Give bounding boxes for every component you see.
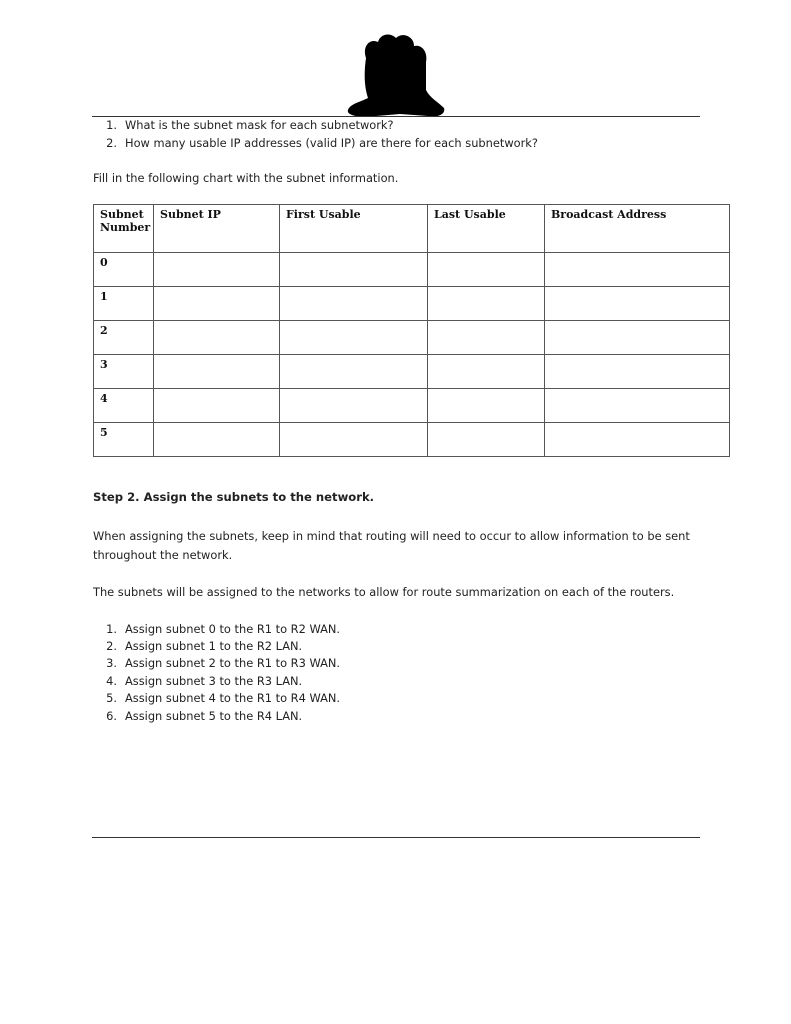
header-first-usable: First Usable: [280, 205, 428, 253]
broadcast-address-cell[interactable]: [545, 321, 730, 355]
subnet-ip-cell[interactable]: [154, 321, 280, 355]
assignment-item: 4. Assign subnet 3 to the R3 LAN.: [106, 674, 303, 688]
first-usable-cell[interactable]: [280, 389, 428, 423]
subnet-ip-cell[interactable]: [154, 389, 280, 423]
assignment-item: 5. Assign subnet 4 to the R1 to R4 WAN.: [106, 691, 341, 705]
assignment-item: 1. Assign subnet 0 to the R1 to R2 WAN.: [106, 622, 341, 636]
step-2-heading: Step 2. Assign the subnets to the network.: [93, 490, 375, 504]
table-row: [94, 355, 730, 389]
last-usable-cell[interactable]: [428, 355, 545, 389]
subnet-number-cell: 1: [94, 287, 154, 321]
broadcast-address-cell[interactable]: [545, 287, 730, 321]
table-row: [94, 423, 730, 457]
subnet-table: [93, 204, 730, 457]
assignment-item: 2. Assign subnet 1 to the R2 LAN.: [106, 639, 303, 653]
assignment-item: 3. Assign subnet 2 to the R1 to R3 WAN.: [106, 656, 341, 670]
header-subnet-ip: Subnet IP: [154, 205, 280, 253]
first-usable-cell[interactable]: [280, 423, 428, 457]
broadcast-address-cell[interactable]: [545, 423, 730, 457]
table-row: [94, 253, 730, 287]
header-subnet-number: Subnet Number: [94, 205, 154, 253]
question-1: 1. What is the subnet mask for each subnetwork?: [106, 118, 394, 132]
first-usable-cell[interactable]: [280, 321, 428, 355]
question-2: 2. How many usable IP addresses (valid IP) are there for each subnetwork?: [106, 136, 538, 150]
table-row: [94, 287, 730, 321]
header-last-usable: Last Usable: [428, 205, 545, 253]
subnet-number-cell: 3: [94, 355, 154, 389]
bottom-rule: [92, 837, 700, 838]
subnet-number-cell: 2: [94, 321, 154, 355]
table-row: [94, 321, 730, 355]
step-2-paragraph-2: The subnets will be assigned to the networks to allow for route summarization on each of the routers.: [93, 585, 675, 599]
table-row: [94, 389, 730, 423]
first-usable-cell[interactable]: [280, 355, 428, 389]
broadcast-address-cell[interactable]: [545, 389, 730, 423]
last-usable-cell[interactable]: [428, 423, 545, 457]
chart-instruction: Fill in the following chart with the subnet information.: [93, 171, 399, 185]
last-usable-cell[interactable]: [428, 389, 545, 423]
subnet-ip-cell[interactable]: [154, 355, 280, 389]
last-usable-cell[interactable]: [428, 253, 545, 287]
broadcast-address-cell[interactable]: [545, 355, 730, 389]
redaction-blot: [340, 28, 448, 120]
last-usable-cell[interactable]: [428, 321, 545, 355]
subnet-number-cell: 4: [94, 389, 154, 423]
header-broadcast-address: Broadcast Address: [545, 205, 730, 253]
subnet-number-cell: 0: [94, 253, 154, 287]
first-usable-cell[interactable]: [280, 287, 428, 321]
first-usable-cell[interactable]: [280, 253, 428, 287]
assignment-item: 6. Assign subnet 5 to the R4 LAN.: [106, 709, 303, 723]
subnet-ip-cell[interactable]: [154, 287, 280, 321]
broadcast-address-cell[interactable]: [545, 253, 730, 287]
last-usable-cell[interactable]: [428, 287, 545, 321]
subnet-ip-cell[interactable]: [154, 253, 280, 287]
step-2-paragraph-1: When assigning the subnets, keep in mind that routing will need to occur to allow information to be sent throughout the network.: [93, 529, 690, 562]
subnet-ip-cell[interactable]: [154, 423, 280, 457]
table-header-row: [94, 205, 730, 253]
subnet-number-cell: 5: [94, 423, 154, 457]
